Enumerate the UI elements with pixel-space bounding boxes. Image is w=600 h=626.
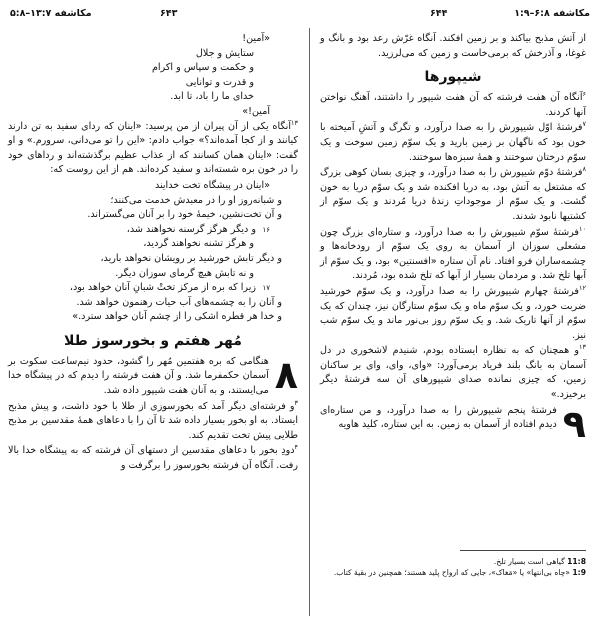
verse-number: ۱۲: [579, 283, 586, 292]
verse-paragraph: [8, 444, 298, 473]
verse-text: دودِ بخور با دعاهای مقدسین از دستهای آن فرشته که به پیشگاه خدا بالا رفت. آنگاه آن فرشته بخورسوز را برگرفت و: [8, 445, 298, 472]
verse-text: فرشتۀ سوّم شیپورش را به صدا درآورد، و ستاره‌ای بزرگ چون مشعلی سوزان از آسمان به روی یک سوّم از رودخانه‌ها و چشمه‌ساران فرو افتاد. نام آن ستاره «افسنتین» بود، و یک سوّم از آبها تلخ شد. و مردمان بسیار از آبها که تلخ شده بود، مُردند.: [320, 226, 586, 282]
verse-text: فرشتۀ پنجم شیپورش را به صدا درآورد، و من ستاره‌ای دیدم افتاده از آسمان به زمین. به این ستاره، کلید هاویه: [320, 404, 557, 431]
verse-number: ۶: [582, 90, 586, 98]
verse-text: آنگاه یکی از آن پیران از من پرسید: «اینان که ردای سفید به تن دارند کیانند و از کجا آمده‌اند؟» جواب دادم: «این را تو می‌دانی، سرورم.» و او گفت: «اینان همان کسانند که از عذاب عظیم برگذشته‌اند و رداهای خود را در خون بره شسته‌اند و سفید کرده‌اند. هم از این روست که:: [8, 120, 298, 176]
poem-line: و قدرت و توانایی: [185, 76, 254, 88]
poem-line: «اینان در پیشگاه تخت خدایند: [154, 179, 270, 191]
intro-paragraph: از آتش مذبح بیاکند و بر زمین افکند. آنگاه غرّش رعد بود و بانگ و غوغا، و آذرخش که برمی‌خاست و زمین که می‌لرزید.: [320, 33, 586, 59]
poem-line: و شبانه‌روز او را در معبدش خدمت می‌کنند؛: [110, 194, 282, 206]
footnote: [320, 556, 586, 567]
footnote-text: گیاهی است بسیار تلخ.: [493, 557, 565, 566]
poem-line: و هرگز تشنه نخواهند گردید،: [143, 238, 254, 250]
verse-number: ۳: [294, 398, 298, 407]
poem-line: [8, 281, 298, 296]
chapter-number-9: ۹: [562, 401, 586, 446]
poem-line: و دیگر تابش خورشید بر رویشان نخواهد بارید،: [100, 252, 282, 264]
column-divider: [309, 28, 310, 616]
left-page-number: ۶۴۳: [160, 8, 178, 19]
verse-number: ۷: [582, 120, 586, 129]
verse-text: فرشتۀ چهارم شیپورش را به صدا درآورد، و یک سوّم خورشید ضربت خورد، و یک سوّم ماه و یک سوّم ستارگان نیز، چندان که یک سوّم از آنها تاریک شد. و یک سوّم روز بی‌نور ماند و یک سوّم شب نیز.: [320, 285, 586, 341]
verse-number: ۱۳: [291, 118, 298, 127]
right-column: [320, 32, 586, 446]
page-header: [10, 6, 590, 24]
footnotes: [320, 556, 586, 578]
poem-line: «آمین!: [242, 33, 270, 44]
verse-text: و همچنان که به نظاره ایستاده بودم، شنیدم لاشخوری در دل آسمان به بانگ بلند فریاد برمی‌آورد: «وای، وای، وای بر ساکنان زمین، که چیزی نمانده صدای شیپورهای آن سه فرشتۀ دیگر برخیزد.»: [320, 345, 586, 401]
right-running-reference: مکاشفه ۶:۸–۱:۹: [514, 8, 590, 19]
verse-text: فرشتۀ اوّل شیپورش را به صدا درآورد، و تگرگ و آتشِ آمیخته با خون بود که ناگهان بر زمین بارید و یک سوّم زمین سوخت و یک سوّم درختان سوختند و همهٔ سبزه‌ها سوختند.: [320, 122, 586, 163]
footnote: [320, 567, 586, 578]
footnote-text: «چاه بی‌انتها» یا «مَغاک»، جایی که ارواح پلید هستند؛ همچنین در بقیهٔ کتاب.: [333, 568, 570, 577]
chapter-number-8: ۸: [274, 352, 298, 397]
poem-line: و آنان را به چشمه‌های آب حیات رهنمون خواهد شد.: [76, 296, 282, 308]
verse-number: ۱۷: [262, 284, 270, 293]
verse-paragraph: [320, 344, 586, 402]
verse-number: ۱۳: [579, 343, 586, 352]
verse-text: فرشتۀ دوّم شیپورش را به صدا درآورد، و چیزی بسان کوهی بزرگ که مشتعل به آتش بود، به دریا افکنده شد و یک سوّم دریا به خون گشت. و یک سوّم از موجوداتِ زندۀ دریا مُردند و یک سوّم از کشتیها نابود شدند.: [320, 167, 586, 222]
footnote-ref: 1:9: [572, 568, 586, 577]
verse-text: آنگاه آن هفت فرشته که آن هفت شیپور را داشتند، آهنگ نواختن آنها کردند.: [320, 92, 586, 118]
poem-block-1: [8, 32, 298, 120]
verse-number: ۱۰: [579, 224, 586, 233]
poem-line-text: و دیگر هرگز گرسنه نخواهند شد،: [126, 223, 256, 235]
verse-paragraph: [8, 120, 298, 178]
left-column: [8, 32, 298, 475]
right-page-number: ۶۴۴: [430, 8, 448, 19]
verse-number: ۱۶: [262, 225, 270, 234]
verse-paragraph: [320, 226, 586, 284]
poem-line: و آن تخت‌نشین، خیمهٔ خود را بر آنان می‌گستراند.: [87, 209, 282, 221]
verse-paragraph: [320, 401, 586, 446]
verse-paragraph: [8, 400, 298, 444]
poem-line: خدای ما را باد، تا ابد.: [170, 91, 254, 103]
verse-paragraph: [8, 352, 298, 399]
poem-block-2: [8, 179, 298, 325]
section-heading-seventh-seal: مُهر هفتم و بخورسوز طلا: [64, 332, 242, 349]
left-running-reference: مکاشفه ۱۳:۷–۵:۸: [10, 8, 92, 19]
poem-line: و نه تابش هیچ گرمای سوزان دیگر.: [115, 267, 254, 279]
verse-number: ۴: [294, 443, 298, 452]
poem-line: [8, 223, 298, 238]
poem-line: و حکمت و سپاس و اکرام: [151, 62, 254, 74]
poem-line-text: زیرا که بره از مرکز تختْ شبانِ آنان خواهد بود،: [69, 282, 256, 294]
verse-paragraph: [320, 166, 586, 224]
verse-text: هنگامی که بره هفتمین مُهر را گشود، حدود نیم‌ساعت سکوت بر آسمان حکمفرما شد. و آن هفت فرشته را دیدم که در پیشگاه خدا می‌ایستند، و به آنان هفت شیپور داده شد.: [8, 355, 269, 397]
poem-line: آمین!»: [242, 105, 270, 117]
footnote-ref: 11:8: [567, 557, 586, 566]
footnote-rule: [460, 550, 586, 551]
verse-paragraph: [320, 285, 586, 343]
verse-paragraph: [320, 91, 586, 120]
section-heading-trumpets: شیپورها: [424, 69, 482, 86]
poem-line: و خدا هر قطره اشکی را از چشم آنان خواهد سترد.»: [72, 311, 282, 323]
verse-paragraph: [320, 121, 586, 165]
verse-number: ۸: [582, 164, 586, 173]
verse-text: و فرشته‌ای دیگر آمد که بخورسوزی از طلا با خود داشت، و پیش مذبح ایستاد. به او بخور بسیار داده شد تا آن را با دعاهای همهٔ مقدسین بر مذبح طلایی پیش تخت تقدیم کند.: [8, 400, 298, 441]
poem-line: ستایش و جلال: [195, 47, 254, 59]
